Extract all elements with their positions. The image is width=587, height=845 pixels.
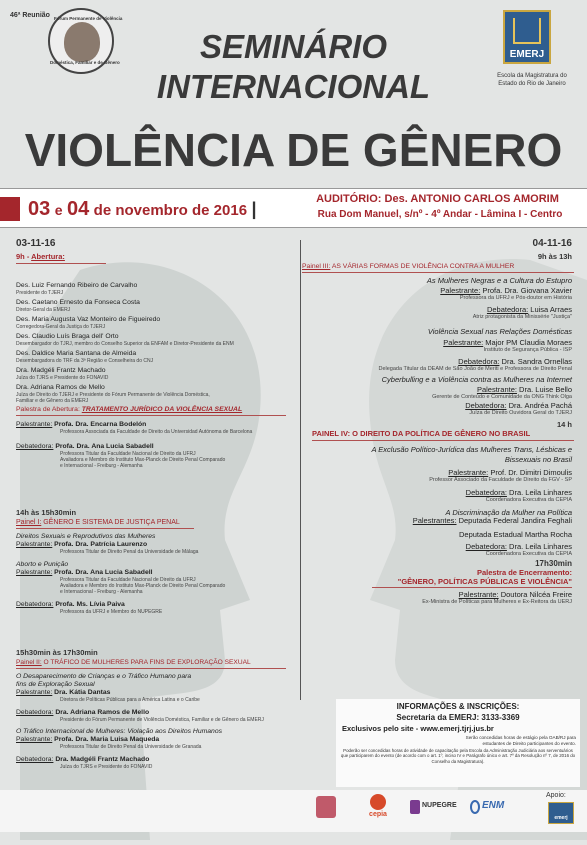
- date-band: [0, 188, 587, 228]
- panel-3-sub-2: Violência Sexual nas Relações Domésticas: [427, 327, 572, 336]
- enm-logo-text: ENM: [482, 800, 505, 811]
- day2-program: [290, 238, 572, 605]
- panel-2-sub-1a: O Desaparecimento de Crianças e o Tráfico Humano para: [16, 673, 192, 680]
- panel-3-speaker-1-label: Palestrante:: [440, 286, 481, 295]
- panel-1-speaker-1: [16, 541, 296, 549]
- panel-2-theme: O TRÁFICO DE MULHERES PARA FINS DE EXPLORAÇÃO SEXUAL: [41, 659, 251, 666]
- band-separator: |: [251, 199, 257, 219]
- panel-3-sub-3: Cyberbulling e a Violência contra as Mulheres na Internet: [381, 375, 572, 384]
- opening-speaker-desc: Professora Associada da Faculdade de Direito da Universidad Autónoma de Barcelona: [60, 429, 253, 435]
- panel-3-speaker-3-desc: Gerente de Conteúdo e Comunidade da ONG Think Olga: [432, 394, 572, 400]
- nupegre-logo-mark: [410, 800, 420, 814]
- panel-4-speaker-1: [290, 469, 572, 477]
- closing-speaker: [290, 591, 572, 599]
- participant-name: Des. Luiz Fernando Ribeiro de Carvalho: [16, 282, 138, 289]
- opening-participant: [16, 384, 296, 404]
- participant-role: Corregedora-Geral da Justiça do TJERJ: [16, 324, 106, 330]
- panel-3-speaker-2: [290, 339, 572, 347]
- closing-theme: "GÊNERO, POLÍTICAS PÚBLICAS E VIOLÊNCIA": [397, 577, 572, 586]
- forum-bottom-text: Doméstica, Familiar e de Gênero: [50, 60, 120, 65]
- day-1: 03: [28, 198, 51, 220]
- opening-lecture-divider: [16, 415, 286, 416]
- panel-2-debater-1-name: Dra. Adriana Ramos de Mello: [55, 709, 150, 716]
- panel-3-debater-3: [290, 402, 572, 410]
- day2-afternoon-time: 14 h: [556, 420, 572, 429]
- panel-2-debater-1: [16, 709, 300, 717]
- panel-3-speaker-3: [290, 386, 572, 394]
- opening-divider: [16, 263, 106, 264]
- panel-3-debater-1: [290, 306, 572, 314]
- participant-role: Diretor-Geral da EMERJ: [16, 307, 71, 313]
- panel-3-debater-1-name: Luisa Arraes: [528, 305, 572, 314]
- opening-lecture-title: [16, 406, 296, 413]
- panel-3-speaker-1: [290, 287, 572, 295]
- opening-debater-desc-3: e Internacional - Freiburg - Alemanha: [60, 463, 143, 469]
- closing-speaker-label: Palestrante:: [458, 590, 499, 599]
- closing-time: 17h30min: [535, 559, 572, 568]
- panel-2-debater-1-desc: Presidente do Fórum Permanente de Violência Doméstica, Familiar e de Gênero da EMERJ: [60, 717, 264, 723]
- address: Rua Dom Manuel, s/nº - 4º Andar - Lâmina I - Centro: [317, 209, 563, 220]
- panel-1-debater-label: Debatedora:: [16, 601, 54, 608]
- panel-4-speakers-2-name: Deputada Federal Jandira Feghali: [456, 516, 572, 525]
- enm-logo: [470, 798, 512, 822]
- participant-role: Familiar e de Gênero da EMERJ: [16, 398, 89, 404]
- panel-4-debater-2-desc: Coordenadora Executiva da CEPIA: [485, 551, 572, 557]
- participant-name: Des. Daldice Maria Santana de Almeida: [16, 350, 137, 357]
- opening-lecture-label: Palestra de Abertura:: [16, 406, 82, 413]
- panel-1-debater: [16, 601, 296, 609]
- emerj-logo-text: EMERJ: [509, 49, 545, 60]
- panel-2-speaker-2-desc: Professora Titular de Direito Penal da Universidade de Granada: [60, 744, 202, 750]
- day2-morning-time: 9h às 13h: [537, 252, 572, 261]
- edition-label: 46ª Reunião: [10, 12, 50, 19]
- panel-3-debater-3-label: Debatedora:: [465, 401, 507, 410]
- panel-2-title: [16, 659, 300, 666]
- nupegre-logo: [410, 798, 466, 822]
- panel-1-speaker-1-label: Palestrante:: [16, 541, 53, 548]
- panel-1-speaker-1-name: Profa. Dra. Patrícia Laurenzo: [54, 541, 148, 548]
- footer-emblem: [316, 796, 336, 818]
- opening-debater-label: Debatedora:: [16, 443, 54, 450]
- day2-date: 04-11-16: [532, 238, 572, 249]
- panel-4-debater-2-label: Debatedora:: [465, 542, 507, 551]
- panel-3-speaker-1-desc: Professora da UFRJ e Pós-doutor em História: [459, 295, 572, 301]
- panel-3-speaker-3-name: Dra. Luise Bello: [516, 385, 572, 394]
- panel-1-speaker-2-desc-2: Avaliadora e Membro do Instituto Max-Planck de Direito Penal Comparado: [60, 583, 226, 589]
- panel-1-sub-2: Aborto e Punição: [16, 561, 69, 568]
- panel-4-debater-2-name: Dra. Leila Linhares: [506, 542, 572, 551]
- panel-2-debater-2-name: Dra. Madgéli Frantz Machado: [55, 756, 150, 763]
- participant-role: Desembargadora do TRF da 3ª Região e Conselheira do CNJ: [16, 358, 154, 364]
- enm-logo-mark: [470, 800, 480, 814]
- panel-3-speaker-2-label: Palestrante:: [443, 338, 484, 347]
- participant-role: Desembargador do TJRJ, membro do Conselho Superior da ENFAM e Diretor-Presidente da ENM: [16, 341, 234, 347]
- day-2: 04: [66, 198, 90, 220]
- panel-2-speaker-1: [16, 689, 300, 697]
- panel-3-debater-2: [290, 358, 572, 366]
- panel-1-divider: [16, 528, 194, 529]
- panel-3-speaker-1-name: Profa. Dra. Giovana Xavier: [480, 286, 572, 295]
- panel-2-divider: [16, 668, 286, 669]
- panel-4-speaker-1-desc: Professor Associado da Faculdade de Direito da FGV - SP: [429, 477, 572, 483]
- participant-name: Des. Claudio Luís Braga dell' Orto: [16, 333, 119, 340]
- event-dates: [28, 198, 257, 221]
- closing-label: Palestra de Encerramento:: [476, 568, 572, 577]
- auditorium: AUDITÓRIO: Des. ANTONIO CARLOS AMORIM: [316, 193, 559, 205]
- panel-2-speaker-2-name: Profa. Dra. Maria Luisa Maqueda: [54, 736, 160, 743]
- footer: [0, 790, 587, 832]
- day1-date: 03-11-16: [16, 238, 56, 249]
- opening-participant: [16, 333, 296, 347]
- panel-2-speaker-1-desc: Diretora de Políticas Públicas para a América Latina e o Caribe: [60, 697, 200, 703]
- opening-participant: [16, 282, 296, 296]
- participant-name: Des. Maria Augusta Vaz Monteiro de Figueiredo: [16, 316, 161, 323]
- panel-2-sub-1b: fins de Exploração Sexual: [16, 681, 95, 688]
- panel-2: [16, 648, 300, 770]
- band-left-stripe: [0, 197, 20, 221]
- title-line-3: VIOLÊNCIA DE GÊNERO: [24, 124, 563, 176]
- opening-participant: [16, 367, 296, 381]
- opening-debater-name: Profa. Dra. Ana Lucia Sabadell: [55, 443, 154, 450]
- panel-3-sub-1: As Mulheres Negras e a Cultura do Estupro: [426, 276, 572, 285]
- panel-3-debater-2-name: Dra. Sandra Ornellas: [499, 357, 572, 366]
- panel-4-debater-2: [290, 543, 572, 551]
- panel-1-sub-1: Direitos Sexuais e Reprodutivos das Mulheres: [16, 533, 156, 540]
- panel-1: [16, 508, 296, 615]
- panel-1-speaker-2-desc-3: e Internacional - Freiburg - Alemanha: [60, 589, 143, 595]
- day1-program: [16, 238, 296, 268]
- info-box: [336, 699, 580, 787]
- panel-4-sub-1b: Bissexuais no Brasil: [504, 455, 572, 464]
- panel-3-speaker-2-name: Major PM Claudia Moraes: [483, 338, 572, 347]
- opening-participant: [16, 299, 296, 313]
- info-note: Serão concedidas horas de estágio pela OAB/RJ para estudantes de Direito participantes do evento.: [465, 735, 576, 746]
- panel-1-speaker-2-desc-1: Professora Titular da Faculdade Nacional de Direito da UFRJ: [60, 577, 196, 583]
- panel-3-title: [302, 263, 572, 270]
- panel-4-sub-2: A Discriminação da Mulher na Política: [445, 508, 572, 517]
- panel-3-speaker-3-label: Palestrante:: [476, 385, 517, 394]
- panel-1-theme: GÊNERO E SISTEMA DE JUSTIÇA PENAL: [41, 519, 180, 526]
- panel-1-speaker-2-label: Palestrante:: [16, 569, 53, 576]
- panel-4-speakers-2-label: Palestrantes:: [412, 516, 457, 525]
- cepia-logo-mark: [370, 794, 386, 810]
- panel-4-speaker-1-name: Prof. Dr. Dimitri Dimoulis: [488, 468, 572, 477]
- cepia-logo: [350, 794, 406, 822]
- info-site-text[interactable]: Exclusivos pelo site - www.emerj.tjrj.jus.br: [342, 724, 494, 733]
- opening-hour: 9h -: [16, 252, 32, 261]
- panel-3-debater-2-label: Debatedora:: [458, 357, 500, 366]
- participant-name: Dra. Adriana Ramos de Mello: [16, 384, 105, 391]
- panel-3-theme: AS VÁRIAS FORMAS DE VIOLÊNCIA CONTRA A MULHER: [330, 263, 515, 270]
- emerj-small-logo: [548, 802, 574, 824]
- panel-2-debater-2-label: Debatedora:: [16, 756, 54, 763]
- opening-lecture: [16, 406, 296, 469]
- panel-1-speaker-2: [16, 569, 296, 577]
- info-note-2: Poderão ser concedidas horas de atividade de capacitação pela Escola da Administração Judiciária aos serventuários que participarem do evento (de acordo com o art. 1º, inciso IV e Parágrafo único e art. 7º da Resolução nº 7, de 2016 do Conselho da Magistratura).: [340, 748, 576, 764]
- participant-name: Des. Caetano Ernesto da Fonseca Costa: [16, 299, 140, 306]
- panel-4-title: PAINEL IV: O DIREITO DA POLÍTICA DE GÊNERO NO BRASIL: [312, 429, 531, 438]
- emerj-logo: [503, 10, 551, 64]
- emerj-small-logo-text: emerj: [554, 815, 568, 821]
- opening-participant: [16, 316, 296, 330]
- panel-4-speakers-2: [290, 517, 572, 525]
- panel-2-label: Painel II:: [16, 659, 42, 666]
- panel-3-divider: [302, 272, 574, 273]
- participant-role: Juíza de Direito do TJERJ e Presidente do Fórum Permanente de Violência Doméstica,: [16, 392, 210, 398]
- panel-2-speaker-1-label: Palestrante:: [16, 689, 53, 696]
- panel-2-debater-2-desc: Juíza do TJRS e Presidente do FONAVID: [60, 764, 153, 770]
- school-name: Escola da Magistratura do Estado do Rio de Janeiro: [497, 73, 567, 87]
- panel-4-debater-1-name: Dra. Leila Linhares: [506, 488, 572, 497]
- closing-speaker-desc: Ex-Ministra de Políticas para Mulheres e Ex-Reitora da UERJ: [422, 599, 572, 605]
- forum-top-text: Fórum Permanente de Violência: [54, 16, 123, 21]
- panel-3-debater-3-name: Dra. Andréa Pachá: [506, 401, 572, 410]
- panel-2-time: 15h30min às 17h30min: [16, 648, 98, 657]
- panel-2-speaker-2-label: Palestrante:: [16, 736, 53, 743]
- panel-4-speaker-1-label: Palestrante:: [448, 468, 489, 477]
- panel-3-speaker-2-desc: Instituto de Segurança Pública - ISP: [483, 347, 572, 353]
- panel-1-title: [16, 519, 296, 526]
- opening-speaker-name: Profa. Dra. Encarna Bodelón: [54, 421, 147, 428]
- panel-4-divider: [312, 440, 574, 441]
- opening-debater-desc-2: Avaliadora e Membro do Instituto Max-Planck de Direito Penal Comparado: [60, 457, 226, 463]
- panel-1-debater-desc: Professora da UFRJ e Membro do NUPEGRE: [60, 609, 163, 615]
- opening-debater: [16, 443, 296, 451]
- date-conj: e: [54, 202, 63, 218]
- info-site[interactable]: [336, 724, 580, 733]
- panel-4-debater-1-label: Debatedora:: [465, 488, 507, 497]
- opening-speaker: [16, 421, 296, 429]
- opening-time: [16, 252, 296, 261]
- panel-3-debater-2-desc: Delegada Titular da DEAM de São João de Meriti e Professora de Direito Penal: [378, 366, 572, 372]
- panel-2-speaker-2: [16, 736, 300, 744]
- panel-1-speaker-1-desc: Professora Titular de Direito Penal da Universidade de Málaga: [60, 549, 199, 555]
- opening-speaker-label: Palestrante:: [16, 421, 53, 428]
- panel-1-speaker-2-name: Profa. Dra. Ana Lucia Sabadell: [54, 569, 153, 576]
- opening-participants: [16, 282, 296, 407]
- info-phone: Secretaria da EMERJ: 3133-3369: [396, 713, 520, 722]
- opening-participant: [16, 350, 296, 364]
- panel-3-debater-3-desc: Juíza de Direito Ouvidora Geral do TJERJ: [469, 410, 572, 416]
- participant-role: Presidente do TJERJ: [16, 290, 64, 296]
- panel-4-sub-1a: A Exclusão Político-Jurídica das Mulheres Trans, Lésbicas e: [371, 445, 572, 454]
- panel-2-debater-1-label: Debatedora:: [16, 709, 54, 716]
- closing-speaker-name: Doutora Nilcéa Freire: [498, 590, 572, 599]
- panel-1-time: 14h às 15h30min: [16, 508, 77, 517]
- participant-role: Juíza do TJRS e Presidente do FONAVID: [16, 375, 109, 381]
- panel-2-speaker-1-name: Dra. Kátia Dantas: [54, 689, 111, 696]
- panel-3-debater-1-label: Debatedora:: [486, 305, 529, 314]
- panel-1-debater-name: Profa. Ms. Lívia Paiva: [55, 601, 125, 608]
- panel-3-debater-1-desc: Atriz protagonista da Minissérie "Justiça": [472, 314, 572, 320]
- panel-2-sub-2: O Tráfico Internacional de Mulheres: Violação aos Direitos Humanos: [16, 728, 223, 735]
- closing-divider: [372, 587, 572, 588]
- panel-4-debater-1: [290, 489, 572, 497]
- panel-2-debater-2: [16, 756, 300, 764]
- panel-1-label: Painel I:: [16, 519, 42, 526]
- apoio-label: Apoio:: [546, 792, 566, 799]
- emerj-logo-mark: [513, 18, 541, 44]
- participant-name: Dra. Madgéli Frantz Machado: [16, 367, 106, 374]
- panel-3-label: Painel III:: [302, 263, 331, 270]
- month-year: de novembro de 2016: [93, 202, 248, 219]
- title-line-2: INTERNACIONAL: [156, 68, 431, 105]
- panel-4-speakers-2-name-2: Deputada Estadual Martha Rocha: [459, 530, 572, 539]
- info-title: INFORMAÇÕES & INSCRIÇÕES:: [396, 702, 520, 711]
- cepia-logo-text: cepia: [369, 811, 387, 818]
- title-line-1: SEMINÁRIO: [199, 28, 387, 65]
- opening-debater-desc-1: Professora Titular da Faculdade Nacional de Direito da UFRJ: [60, 451, 196, 457]
- panel-4-debater-1-desc: Coordenadora Executiva da CEPIA: [485, 497, 572, 503]
- opening-label: Abertura:: [31, 252, 65, 261]
- opening-lecture-theme: TRATAMENTO JURÍDICO DA VIOLÊNCIA SEXUAL: [81, 406, 243, 413]
- nupegre-logo-text: NUPEGRE: [422, 802, 457, 809]
